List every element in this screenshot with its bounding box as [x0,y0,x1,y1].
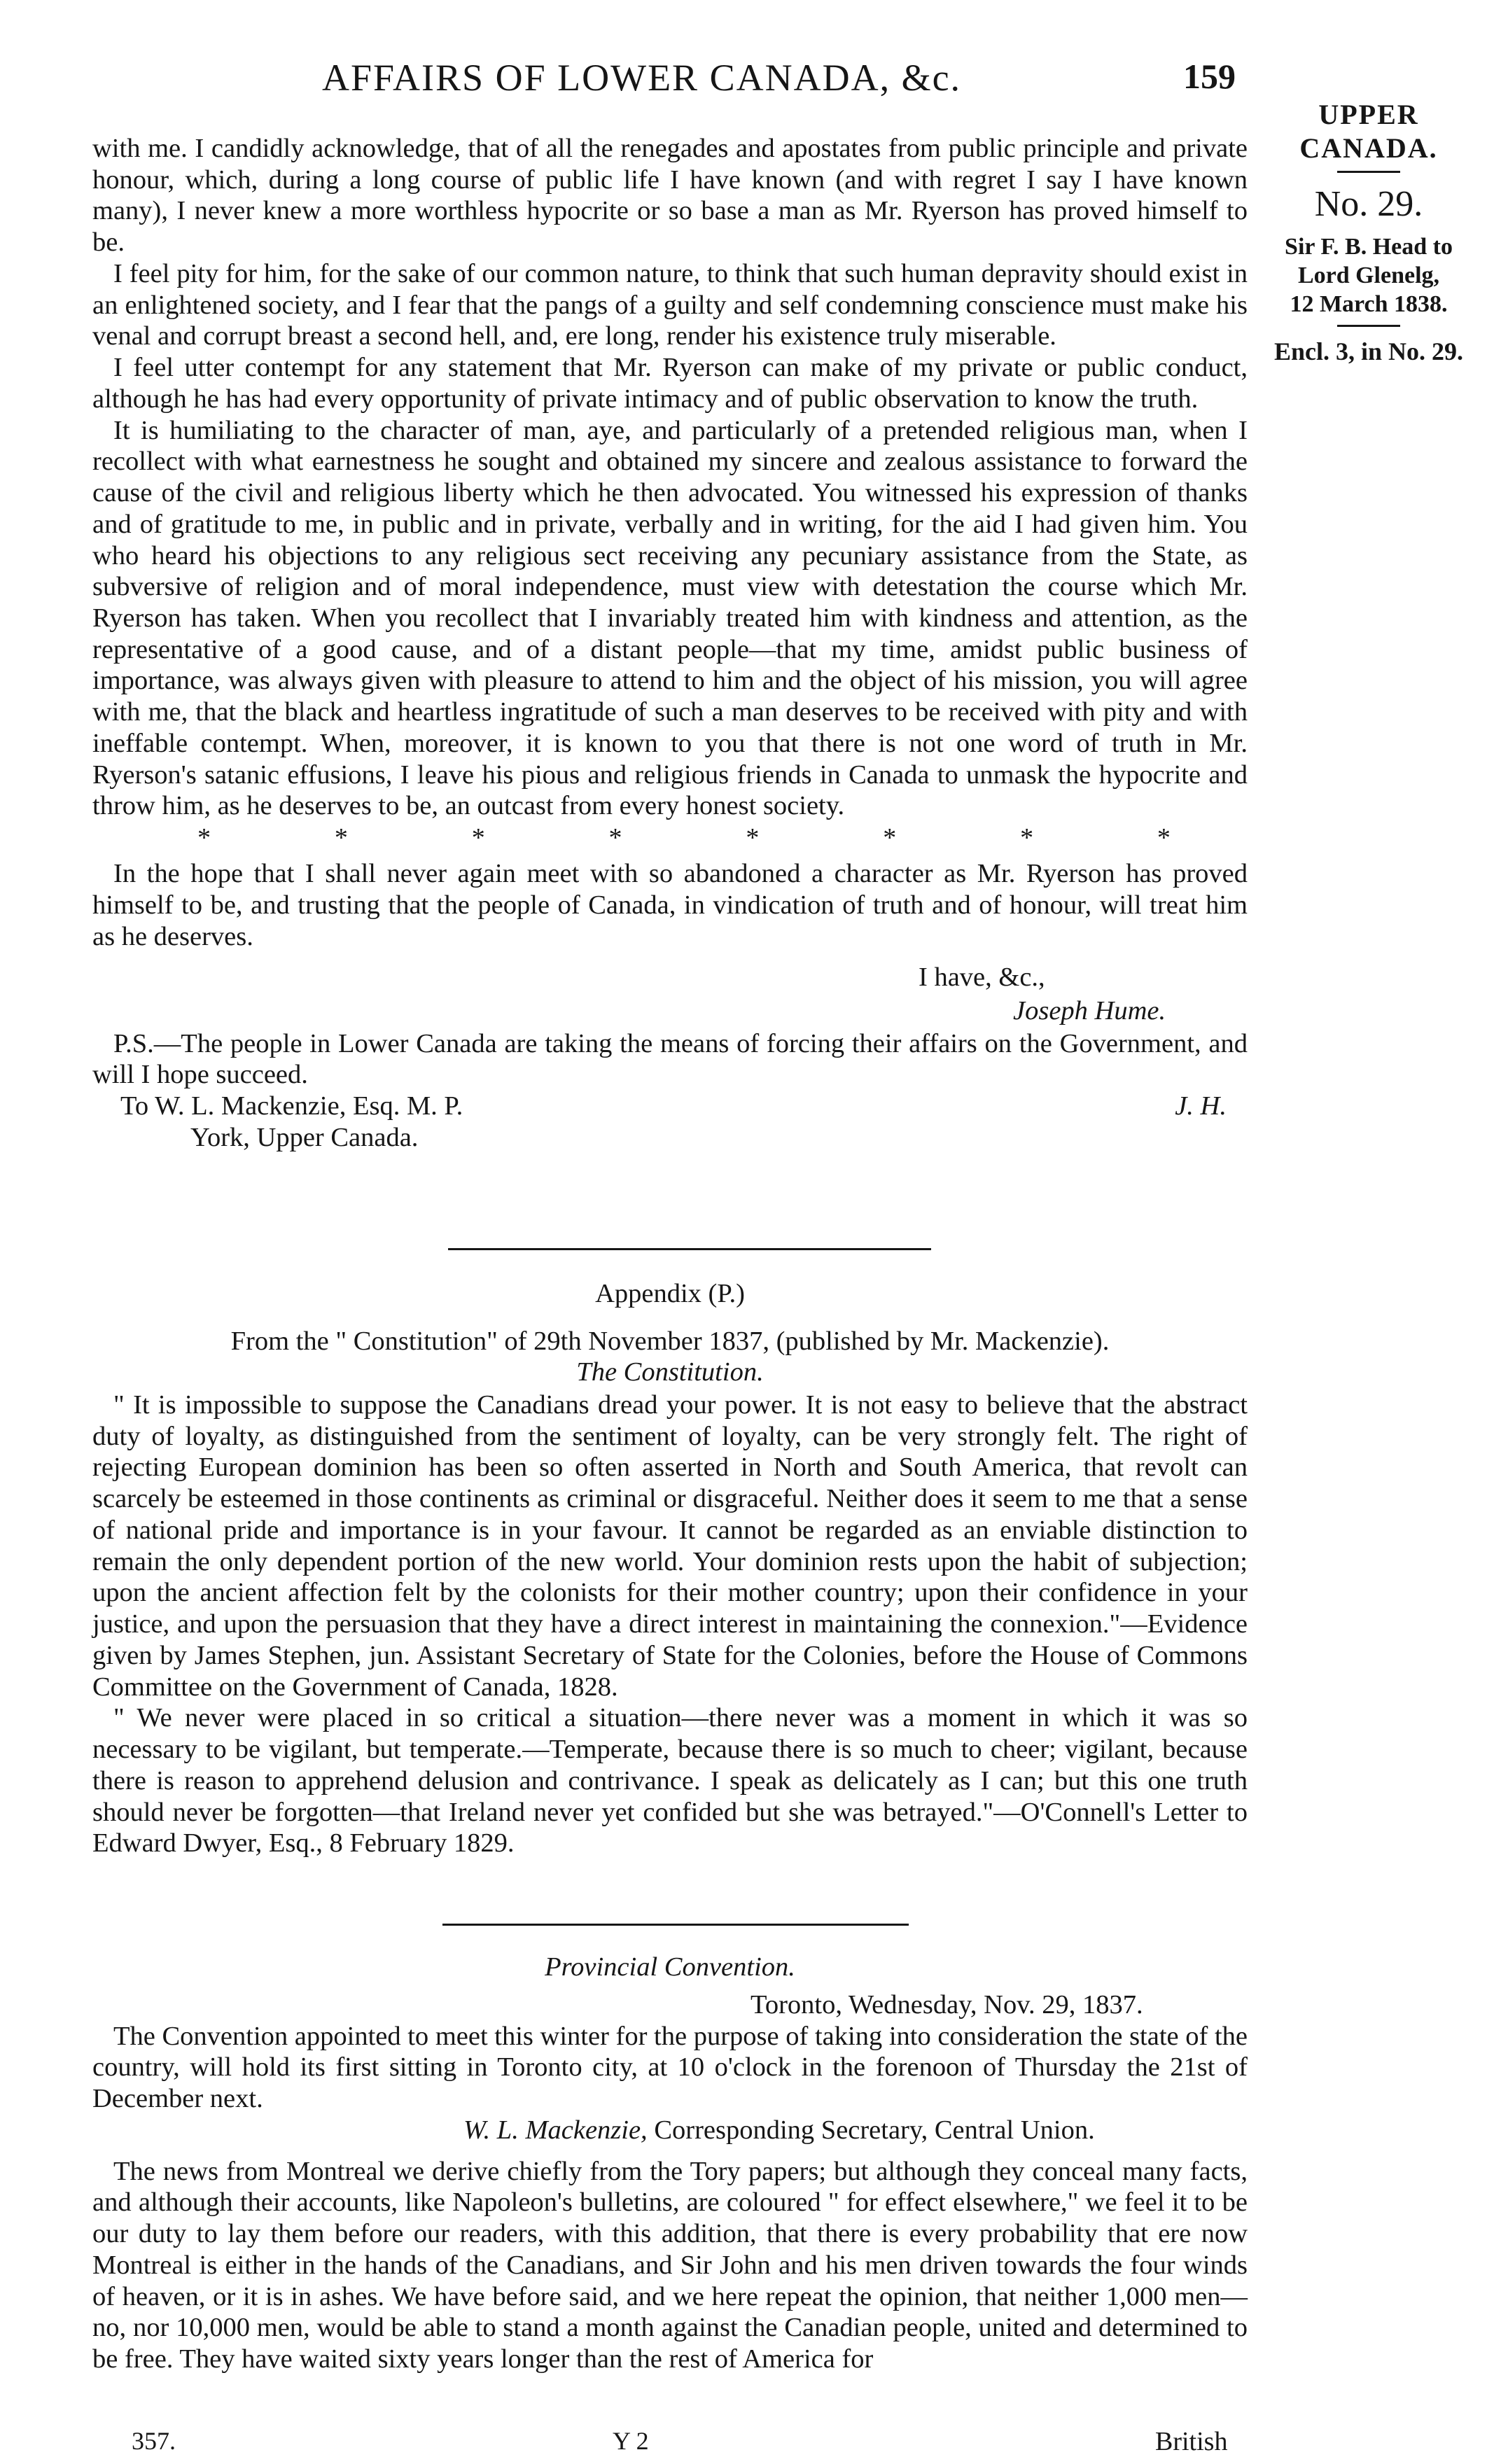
addressee-name: To W. L. Mackenzie, Esq. M. P. [120,1091,463,1121]
letter-paragraph: I feel utter contempt for any statement that Mr. Ryerson can make of my private or public conduct, although he has had every opportunity of private intimacy and of public observation to know the truth. [92,353,1248,414]
margin-rule [1337,171,1400,173]
convention-notice: The Convention appointed to meet this winter for the purpose of taking into consideration the state of the country, will hold its first sitting in Toronto city, at 10 o'clock in the forenoon of Thursday the 21st of December next. [92,2021,1248,2114]
letter-closing: I have, &c., [919,962,1045,993]
sheet-number: 357. [132,2427,176,2455]
letter-final-paragraph: In the hope that I shall never again meet with so abandoned a character as Mr. Ryerson has proved himself to be, and trusting that the people of Canada, in vindication of truth and of honour, will treat him as he deserves. [92,859,1248,951]
writer-initials: J. H. [1175,1091,1227,1121]
star: * [883,823,897,853]
star: * [471,823,485,853]
letter-paragraph: with me. I candidly acknowledge, that of all the renegades and apostates from public principle and private honour, which, during a long course of public life I have known (and with regret I say I have known many), I never knew a more worthless hypocrite or so base a man as Mr. Ryerson has proved himself to be. [92,134,1248,258]
letter-signature: Joseph Hume. [1013,996,1166,1026]
convention-dateline: Toronto, Wednesday, Nov. 29, 1837. [751,1990,1143,2019]
letter-postscript: P.S.—The people in Lower Canada are taking the means of forcing their affairs on the Government, and will I hope succeed. [92,1028,1248,1090]
signer-name: W. L. Mackenzie, [463,2115,648,2145]
margin-despatch-line1: Sir F. B. Head to [1285,234,1453,260]
convention-section [92,1989,1248,2375]
margin-note [1253,98,1484,367]
omission-stars [92,825,1248,851]
star: * [197,823,211,853]
appendix-paragraph: " We never were placed in so critical a situation—there never was a moment in which it was so necessary to be vigilant, but temperate.—Temperate, because there is so much to cheer; vigilant, because there is reason to apprehend delusion and contrivance. I speak as delicately as I can; but this one truth should never be forgotten—that Ireland never yet confided but she was betrayed."—O'Connell's Letter to Edward Dwyer, Esq., 8 February 1829. [92,1703,1248,1858]
margin-despatch-line3: 12 March 1838. [1290,290,1448,317]
signer-title: Corresponding Secretary, Central Union. [654,2115,1095,2145]
page-number: 159 [1183,57,1236,96]
star: * [1157,823,1171,853]
margin-enclosure: Encl. 3, in No. 29. [1273,337,1464,365]
star: * [746,823,760,853]
catchword: British [1155,2427,1228,2456]
addressee-place: York, Upper Canada. [190,1122,419,1152]
star: * [334,823,348,853]
convention-heading: Provincial Convention. [545,1952,795,1982]
appendix-section [92,1390,1248,1859]
letter-paragraph: I feel pity for him, for the sake of our common nature, to think that such human depravity should exist in an enlightened society, and I fear that the pangs of a guilty and self condemning conscience must make his venal and corrupt breast a second hell, and, ere long, render his existence truly miserable. [92,258,1248,351]
star: * [1020,823,1034,853]
running-title: AFFAIRS OF LOWER CANADA, &c. [322,57,962,99]
section-divider [442,1924,909,1926]
appendix-subtitle: The Constitution. [576,1357,764,1387]
letter-addressee [92,1091,1248,1122]
margin-province: UPPER CANADA. [1299,99,1438,164]
letter-paragraph: It is humiliating to the character of man, aye, and particularly of a pretended religious man, when I recollect with what earnestness he sought and obtained my sincere and zealous assistance to forward the cause of the civil and religious liberty which he then advocated. You witnessed his expression of thanks and of gratitude to me, in public and in private, verbally and in writing, for the aid I had given him. You who heard his objections to any religious sect receiving any pecuniary assistance from the State, as subversive of religion and of moral independence, must view with detestation the course which Mr. Ryerson has taken. When you recollect that I invariably treated him with kindness and attention, as the representative of a good cause, and of a distant people—that my time, amidst public business of importance, was always given with pleasure to attend to him and the object of his mission, you will agree with me, that the black and heartless ingratitude of such a man deserves to be received with pity and with ineffable contempt. When, moreover, it is known to you that there is not one word of truth in Mr. Ryerson's satanic effusions, I leave his pious and religious friends in Canada to unmask the hypocrite and throw him, as he deserves to be, an outcast from every honest society. [92,415,1248,821]
appendix-source-line: From the " Constitution" of 29th November 1837, (published by Mr. Mackenzie). [230,1326,1110,1356]
appendix-paragraph: " It is impossible to suppose the Canadians dread your power. It is not easy to believe that the abstract duty of loyalty, as distinguished from the sentiment of loyalty, can be very strongly felt. The right of rejecting European dominion has been so often asserted in North and South America, that revolt can scarcely be esteemed in those continents as criminal or disgraceful. Neither does it seem to me that a sense of national pride and importance is in your favour. It cannot be regarded as an enviable distinction to remain the only dependent portion of the new world. Your dominion rests upon the habit of subjection; upon the ancient affection felt by the colonists for their mother country; upon their confidence in your justice, and upon the persuasion that they have a direct interest in maintaining the connexion."—Evidence given by James Stephen, jun. Assistant Secretary of State for the Colonies, before the House of Commons Committee on the Government of Canada, 1828. [92,1390,1248,1702]
margin-rule [1337,325,1400,327]
letter-section [92,133,1248,1154]
section-divider [448,1248,931,1250]
star: * [608,823,622,853]
convention-news: The news from Montreal we derive chiefly from the Tory papers; but although they conceal many facts, and although their accounts, like Napoleon's bulletins, are coloured " for effect elsewhere," we feel it to be our duty to lay them before our readers, with this addition, that there is every probability that ere now Montreal is either in the hands of the Canadians, and Sir John and his men driven towards the four winds of heaven, or it is in ashes. We have before said, and we here repeat the opinion, that neither 1,000 men—no, nor 10,000 men, would be able to stand a month against the Canadian people, united and determined to be free. They have waited sixty years longer than the rest of America for [92,2156,1248,2374]
convention-signer [92,2115,1248,2146]
signature-mark: Y 2 [613,2427,649,2455]
appendix-heading: Appendix (P.) [595,1279,745,1308]
margin-document-number: No. 29. [1314,184,1423,224]
margin-despatch-line2: Lord Glenelg, [1297,262,1440,289]
